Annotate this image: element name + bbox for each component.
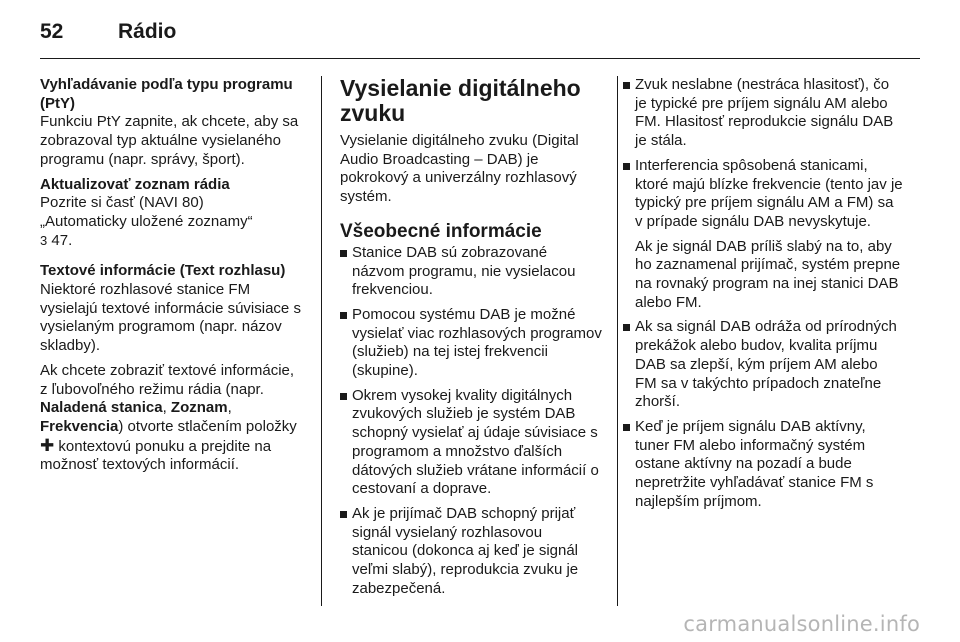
bullet-icon (340, 250, 347, 257)
list-item (340, 387, 602, 499)
list-item-text: Okrem vysokej kvality digitálnych zvukových služieb je systém DAB schopný vysielať aj údaje súvisiace s programom a množstvo ďalších dátových služieb vrátane informácií o cestovaní a doprave. (352, 386, 599, 498)
bullet-icon (340, 511, 347, 518)
update-list-heading: Aktualizovať zoznam rádia (40, 175, 230, 193)
update-list-line1: Pozrite si časť (NAVI 80) (40, 194, 204, 212)
list-item-text: Ak je prijímač DAB schopný prijať signál vysielaný rozhlasovou stanicou (dokonca aj keď je signál veľmi slabý), reprodukcia zvuku je zabezpečená. (352, 504, 579, 597)
column-divider-2 (617, 76, 618, 606)
list-label: Zoznam (170, 399, 228, 417)
radio-text-p2-end: kontextovú ponuku a prejdite na možnosť textových informácií. (40, 437, 272, 474)
radio-text-p2-mid: ) otvorte stlačením položky (118, 417, 297, 435)
bullet-icon (623, 324, 630, 331)
page-title: Rádio (118, 20, 177, 43)
bullet-icon (623, 424, 630, 431)
update-list-line2: „Automaticky uložené zoznamy“ (40, 212, 253, 230)
page-reference-link[interactable]: 47. (47, 231, 73, 249)
list-item (623, 418, 903, 512)
list-item (340, 244, 602, 300)
update-list-text (40, 194, 302, 250)
general-info-list (340, 244, 602, 599)
list-item-text: Interferencia spôsobená stanicami, ktoré majú blízke frekvencie (tento jav je typický pre príjem signálu AM a FM) sa v prípade signálu DAB nevyskytuje. (635, 156, 903, 230)
column-1 (40, 76, 302, 481)
column-2 (340, 76, 602, 604)
dab-advantages-list (623, 76, 903, 511)
list-item (623, 76, 903, 151)
radio-text-p2 (40, 362, 302, 475)
frequency-label: Frekvencia (40, 417, 119, 435)
list-item-text: Ak sa signál DAB odráža od prírodných prekážok alebo budov, kvalita príjmu DAB sa zlepší, kým príjem AM alebo FM sa v takýchto prípadoch znateľne zhorší. (635, 318, 897, 411)
radio-text-heading: Textové informácie (Text rozhlasu) (40, 262, 286, 280)
list-item (623, 318, 903, 412)
pty-text: Funkciu PtY zapnite, ak chcete, aby sa zobrazoval typ aktuálne vysielaného programu (napr. správy, šport). (40, 113, 299, 168)
column-3 (623, 76, 903, 517)
list-item-subparagraph: Ak je signál DAB príliš slabý na to, aby ho zaznamenal prijímač, systém prepne na rovnaký program na inej stanici DAB alebo FM. (635, 237, 901, 311)
list-item (340, 505, 602, 599)
bullet-icon (623, 82, 630, 89)
radio-text-p2-start: Ak chcete zobraziť textové informácie, z ľubovoľného režimu rádia (napr. (40, 361, 295, 398)
list-item-text: Keď je príjem signálu DAB aktívny, tuner FM alebo informačný systém ostane aktívny na pozadí a bude nepretržite vyhľadávať stanice FM s najlepším príjmom. (635, 417, 874, 510)
page-header (40, 20, 920, 60)
list-item (623, 157, 903, 313)
page-reference-arrow-icon: 3 (40, 232, 48, 248)
list-item-text: Stanice DAB sú zobrazované názvom programu, nie vysielacou frekvenciou. (352, 243, 576, 299)
radio-text-p1: Niektoré rozhlasové stanice FM vysielajú textové informácie súvisiace s vysielaným programom (napr. názov skladby). (40, 281, 301, 355)
bullet-icon (340, 312, 347, 319)
list-item-text: Zvuk neslabne (nestráca hlasitosť), čo je typické pre príjem signálu AM alebo FM. Hlasitosť reprodukcie signálu DAB je stála. (635, 76, 894, 150)
page-number: 52 (40, 20, 64, 43)
general-info-heading: Všeobecné informácie (340, 220, 542, 242)
separator: , (227, 399, 232, 417)
bullet-icon (623, 163, 630, 170)
pty-heading: Vyhľadávanie podľa typu programu (PtY) (40, 76, 293, 112)
list-item-text: Pomocou systému DAB je možné vysielať viac rozhlasových programov (služieb) na tej istej frekvencii (skupine). (352, 305, 602, 380)
list-item (340, 306, 602, 381)
watermark: carmanualsonline.info (683, 612, 920, 636)
dab-section-title: Vysielanie digitálneho zvuku (340, 75, 581, 126)
separator: , (162, 399, 171, 417)
bullet-icon (340, 393, 347, 400)
dab-intro: Vysielanie digitálneho zvuku (Digital Audio Broadcasting – DAB) je pokrokový a univerzálny rozhlasový systém. (340, 132, 579, 206)
tuned-station-label: Naladená stanica (40, 399, 163, 417)
header-divider (40, 58, 920, 59)
plus-icon: ✚ (40, 435, 55, 455)
column-divider-1 (321, 76, 322, 606)
